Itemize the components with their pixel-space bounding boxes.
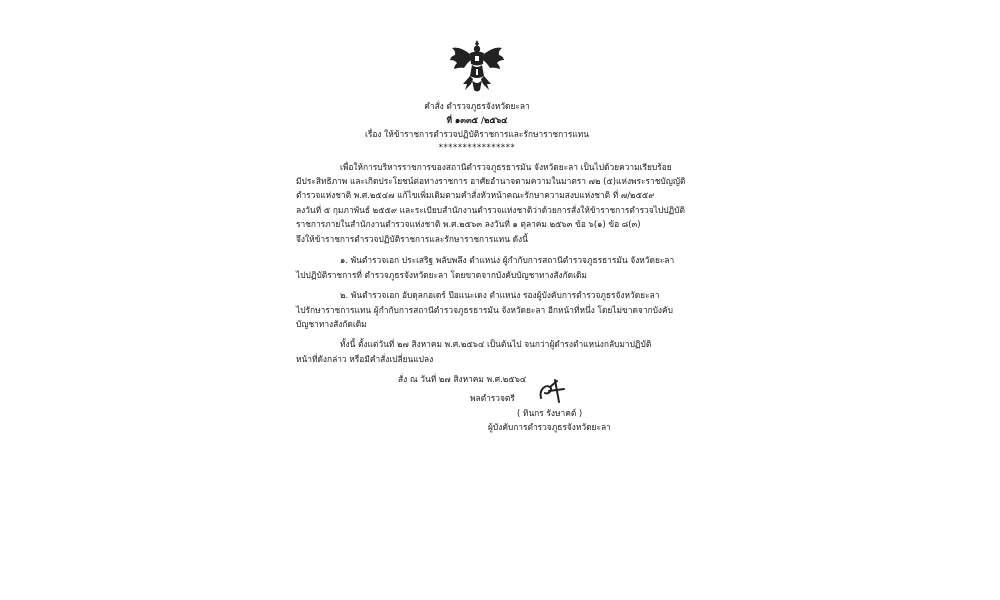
handwritten-signature-icon bbox=[535, 378, 569, 404]
paragraph-line: ตำรวจแห่งชาติ พ.ศ.๒๕๔๗ แก้ไขเพิ่มเติมตามคำสั่งหัวหน้าคณะรักษาความสงบแห่งชาติ ที่ ๗/๒๕๕๙ bbox=[296, 190, 655, 200]
item-2-line: ไปรักษาราชการแทน ผู้กำกับการสถานีตำรวจภูธรธารมัน จังหวัดยะลา อีกหน้าที่หนึ่ง โดยไม่ขาดจากบังคับ bbox=[296, 305, 673, 315]
signer-name: ( ทินกร รังษาคต์ ) bbox=[517, 408, 583, 418]
signer-rank: พลตำรวจตรี bbox=[470, 393, 515, 403]
item-1-line: ไปปฏิบัติราชการที่ ตำรวจภูธรจังหวัดยะลา โดยขาดจากบังคับบัญชาทางสังกัดเดิม bbox=[296, 270, 587, 280]
effective-line: หน้าที่ดังกล่าว หรือมีคำสั่งเปลี่ยนแปลง bbox=[296, 354, 434, 364]
paragraph-line: จึงให้ข้าราชการตำรวจปฏิบัติราชการและรักษาราชการแทน ดังนี้ bbox=[296, 234, 528, 244]
order-number: ที่ ๑๓๓๕ /๒๕๖๔ bbox=[446, 115, 508, 125]
item-2-line: ๒. พันตำรวจเอก อับดุลกอเดร์ ป๊อแนะเดง ตำแหน่ง รองผู้บังคับการตำรวจภูธรจังหวัดยะลา bbox=[340, 290, 660, 300]
separator: **************** bbox=[438, 142, 516, 152]
paragraph-line: มีประสิทธิภาพ และเกิดประโยชน์ต่อทางราชการ อาศัยอำนาจตามความในมาตรา ๗๒ (๕)แห่งพระราชบัญญัติ bbox=[296, 176, 686, 186]
signer-position: ผู้บังคับการตำรวจภูธรจังหวัดยะลา bbox=[488, 422, 611, 432]
effective-line: ทั้งนี้ ตั้งแต่วันที่ ๒๗ สิงหาคม พ.ศ.๒๕๖๔ เป็นต้นไป จนกว่าผู้ดำรงตำแหน่งกลับมาปฏิบัติ bbox=[340, 339, 652, 349]
item-2-line: บัญชาทางสังกัดเดิม bbox=[296, 319, 367, 329]
paragraph-line: ลงวันที่ ๕ กุมภาพันธ์ ๒๕๕๙ และระเบียบสำนักงานตำรวจแห่งชาติว่าด้วยการสั่งให้ข้าราชการตำรวจไปปฏิบัติ bbox=[296, 205, 685, 215]
order-subject: เรื่อง ให้ข้าราชการตำรวจปฏิบัติราชการและรักษาราชการแทน bbox=[364, 129, 590, 139]
order-title: คำสั่ง ตำรวจภูธรจังหวัดยะลา bbox=[424, 101, 530, 111]
paragraph-line: เพื่อให้การบริหารราชการของสถานีตำรวจภูธรธารมัน จังหวัดยะลา เป็นไปด้วยความเรียบร้อย bbox=[340, 162, 672, 172]
ordered-date: สั่ง ณ วันที่ ๒๗ สิงหาคม พ.ศ.๒๕๖๔ bbox=[398, 374, 527, 384]
paragraph-line: ราชการภายในสำนักงานตำรวจแห่งชาติ พ.ศ.๒๕๖๓ ลงวันที่ ๑ ตุลาคม ๒๕๖๓ ข้อ ๖(๑) ข้อ ๘(๓) bbox=[296, 219, 641, 229]
item-1-line: ๑. พันตำรวจเอก ประเสริฐ พลับพลึง ตำแหน่ง ผู้กำกับการสถานีตำรวจภูธรธารมัน จังหวัดยะลา bbox=[340, 255, 675, 265]
garuda-emblem-icon bbox=[448, 38, 506, 94]
